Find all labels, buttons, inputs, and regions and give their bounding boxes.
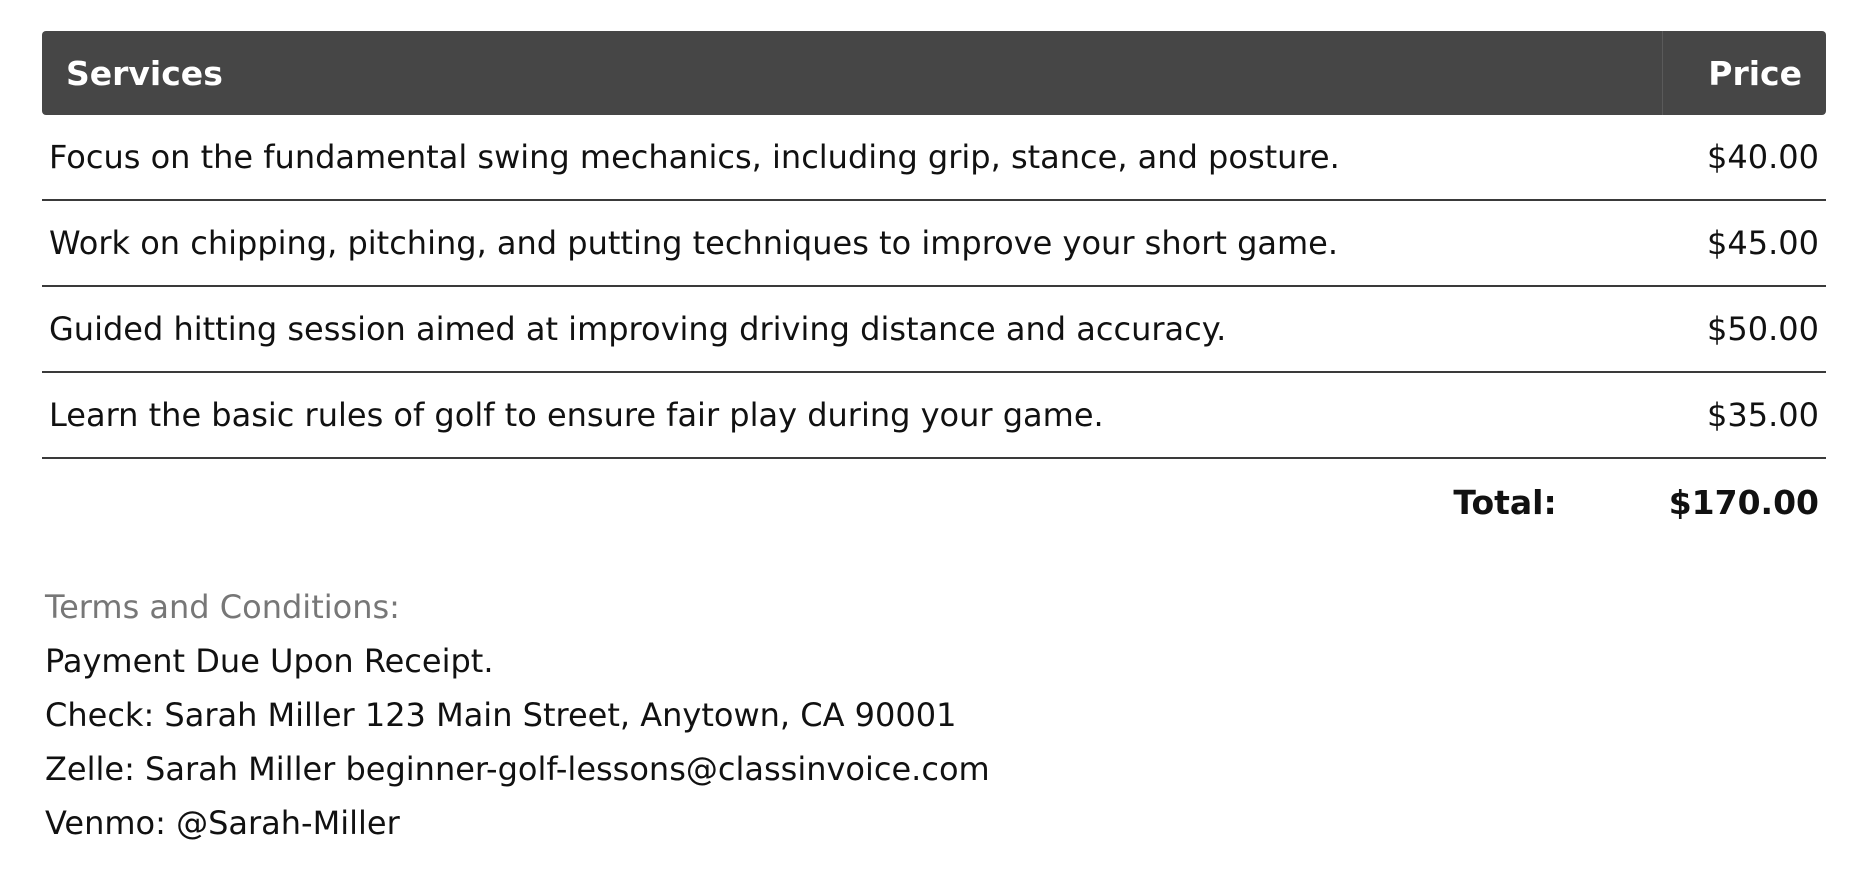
- service-description: Guided hitting session aimed at improving driving distance and accuracy.: [49, 310, 1227, 348]
- check-payment-info: Check: Sarah Miller 123 Main Street, Anytown, CA 90001: [45, 696, 957, 734]
- service-price: $45.00: [1707, 224, 1819, 262]
- service-rows: [42, 115, 1826, 459]
- table-row: [42, 373, 1826, 459]
- terms-and-conditions: [45, 580, 990, 850]
- service-price: $40.00: [1707, 138, 1819, 176]
- service-price: $50.00: [1707, 310, 1819, 348]
- total-label: Total:: [1453, 482, 1557, 522]
- table-header: [42, 31, 1826, 115]
- services-column-header: Services: [66, 53, 223, 93]
- service-description: Learn the basic rules of golf to ensure fair play during your game.: [49, 396, 1104, 434]
- price-column-header: Price: [1662, 31, 1826, 115]
- payment-due-note: Payment Due Upon Receipt.: [45, 642, 494, 680]
- zelle-payment-info: Zelle: Sarah Miller beginner-golf-lessons@classinvoice.com: [45, 750, 990, 788]
- total-amount: $170.00: [1668, 482, 1819, 522]
- table-row: [42, 287, 1826, 373]
- table-row: [42, 201, 1826, 287]
- total-row: [42, 459, 1826, 545]
- service-price: $35.00: [1707, 396, 1819, 434]
- terms-heading: Terms and Conditions:: [45, 588, 400, 626]
- table-row: [42, 115, 1826, 201]
- invoice-services-table: [42, 31, 1826, 545]
- service-description: Work on chipping, pitching, and putting techniques to improve your short game.: [49, 224, 1339, 262]
- venmo-payment-info: Venmo: @Sarah-Miller: [45, 804, 400, 842]
- service-description: Focus on the fundamental swing mechanics, including grip, stance, and posture.: [49, 138, 1340, 176]
